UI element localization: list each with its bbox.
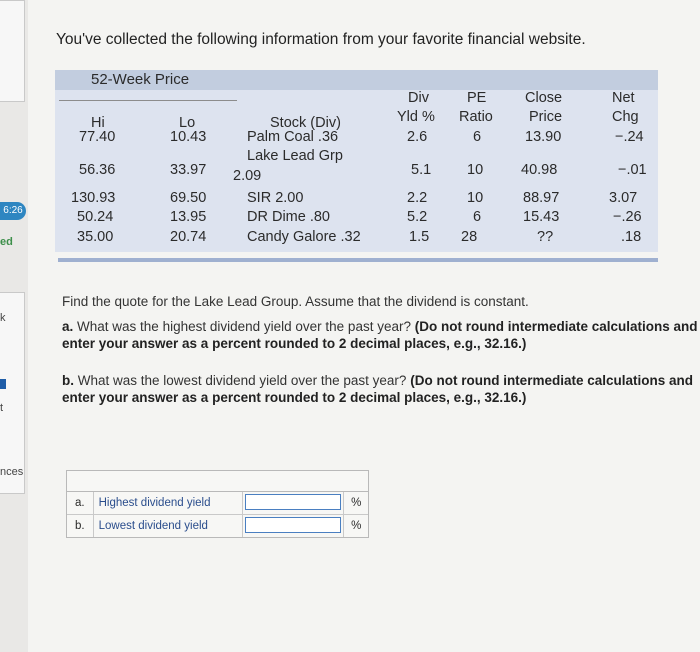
row1-pe: 6 (473, 129, 482, 145)
row2-stock-div: 2.09 (233, 168, 262, 184)
row5-hi: 35.00 (77, 229, 114, 245)
answer-table (66, 470, 369, 538)
answer-letter-a: a. (67, 492, 94, 514)
sidebar-fragment-ed: ed (0, 236, 13, 248)
table-bottom-rule (58, 258, 658, 262)
question-a (62, 318, 698, 352)
row3-hi: 130.93 (71, 190, 116, 206)
timer-badge: 6:26 (0, 202, 26, 220)
row2-lo: 33.97 (170, 162, 207, 178)
question-a-note: (Do not round intermediate calculations and enter your answer as a percent rounded to 2 decimal places, e.g., 32.16.) (62, 319, 698, 351)
lowest-yield-input[interactable] (245, 517, 341, 533)
header-price: Price (529, 109, 563, 125)
row4-close: 15.43 (523, 209, 560, 225)
row5-stock: Candy Galore .32 (247, 229, 361, 245)
answer-letter-b: b. (67, 515, 94, 537)
row5-close: ?? (537, 229, 554, 245)
row5-pe: 28 (461, 229, 478, 245)
header-52-week-underline (59, 100, 237, 101)
instruction-text: Find the quote for the Lake Lead Group. Assume that the dividend is constant. (62, 294, 529, 309)
answer-table-header (67, 471, 368, 492)
header-net: Net (612, 90, 635, 106)
row2-hi: 56.36 (79, 162, 116, 178)
header-52-week-price: 52-Week Price (91, 71, 190, 88)
answer-row-highest (67, 492, 368, 515)
sidebar-fragment-t: t (0, 402, 4, 414)
sidebar-marker (0, 379, 6, 389)
row5-lo: 20.74 (170, 229, 207, 245)
sidebar-fragment-nces: nces (0, 466, 24, 478)
row3-lo: 69.50 (170, 190, 207, 206)
row2-net: −.01 (618, 162, 647, 178)
row5-yld: 1.5 (409, 229, 430, 245)
percent-unit-b: % (343, 515, 368, 537)
header-stock: Stock (Div) (270, 115, 341, 131)
header-lo: Lo (179, 115, 196, 131)
percent-unit-a: % (343, 492, 368, 514)
question-b (62, 372, 698, 406)
row3-pe: 10 (467, 190, 484, 206)
row2-yld: 5.1 (411, 162, 432, 178)
row4-hi: 50.24 (77, 209, 114, 225)
sidebar-panel-top (0, 0, 25, 102)
stock-quote-table (55, 70, 658, 252)
sidebar-fragment-k1: k (0, 312, 6, 324)
row4-pe: 6 (473, 209, 482, 225)
header-ratio: Ratio (459, 109, 493, 125)
row1-stock: Palm Coal .36 (247, 129, 339, 145)
row2-pe: 10 (467, 162, 484, 178)
question-a-text: What was the highest dividend yield over the past year? (77, 319, 411, 334)
row3-net: 3.07 (609, 190, 638, 206)
header-yld: Yld % (397, 109, 435, 125)
highest-yield-input[interactable] (245, 494, 341, 510)
answer-row-lowest (67, 515, 368, 537)
row3-yld: 2.2 (407, 190, 428, 206)
row5-net: .18 (621, 229, 642, 245)
header-div: Div (408, 90, 429, 106)
question-b-note: (Do not round intermediate calculations and enter your answer as a percent rounded to 2 decimal places, e.g., 32.16.) (62, 373, 693, 405)
question-b-text: What was the lowest dividend yield over the past year? (77, 373, 407, 388)
row1-close: 13.90 (525, 129, 562, 145)
row1-lo: 10.43 (170, 129, 207, 145)
header-hi: Hi (91, 115, 105, 131)
row4-yld: 5.2 (407, 209, 428, 225)
row4-stock: DR Dime .80 (247, 209, 330, 225)
row1-yld: 2.6 (407, 129, 428, 145)
row2-close: 40.98 (521, 162, 558, 178)
row4-net: −.26 (613, 209, 642, 225)
problem-title: You've collected the following information from your favorite financial website. (56, 31, 586, 48)
row1-net: −.24 (615, 129, 644, 145)
question-a-prefix: a. (62, 319, 74, 334)
row3-stock: SIR 2.00 (247, 190, 304, 206)
row2-stock: Lake Lead Grp (247, 148, 343, 164)
header-close: Close (525, 90, 563, 106)
header-chg: Chg (612, 109, 639, 125)
row1-hi: 77.40 (79, 129, 116, 145)
header-pe: PE (467, 90, 487, 106)
question-b-prefix: b. (62, 373, 74, 388)
row4-lo: 13.95 (170, 209, 207, 225)
answer-label-highest: Highest dividend yield (94, 492, 244, 514)
row3-close: 88.97 (523, 190, 560, 206)
answer-label-lowest: Lowest dividend yield (94, 515, 244, 537)
